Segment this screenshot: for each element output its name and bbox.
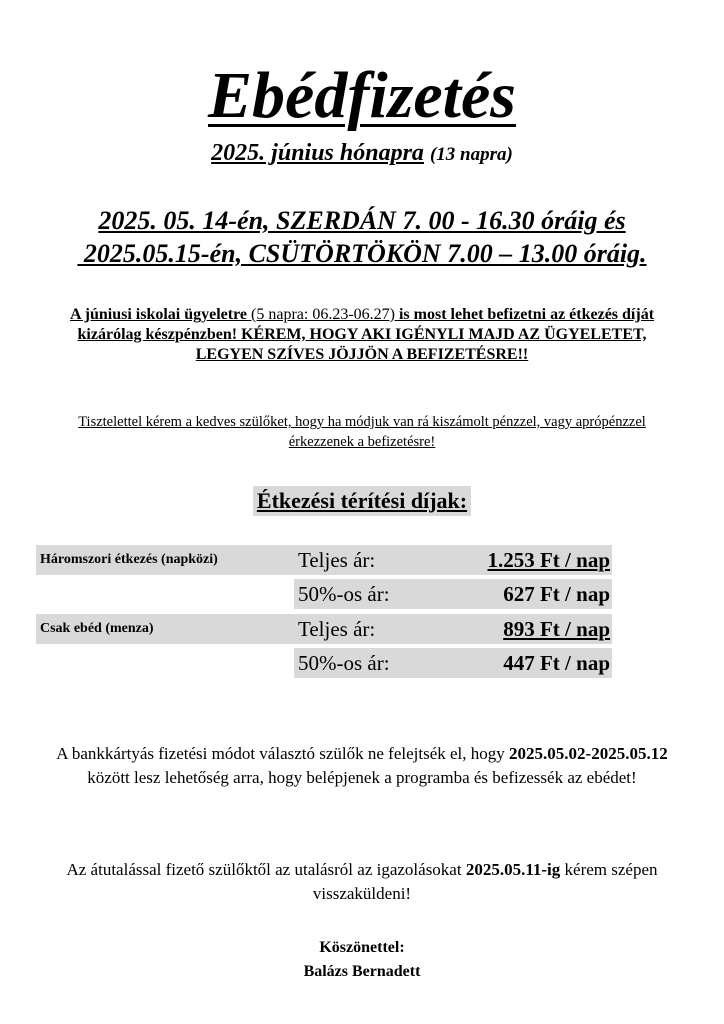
- fee-type: Teljes ár:: [298, 548, 376, 572]
- fee-price: 1.253 Ft / nap: [487, 548, 610, 572]
- notice-period: (5 napra: 06.23-06.27): [247, 306, 399, 323]
- card-text-2: között lesz lehetőség arra, hogy belépjenek a programba és befizessék az ebédet!: [87, 768, 637, 787]
- notice-lead: A júniusi iskolai ügyeletre: [69, 306, 248, 323]
- fee-row: [36, 579, 612, 609]
- fees-heading: [0, 486, 724, 516]
- signature-thanks: Köszönettel:: [319, 939, 405, 956]
- payment-date-line-1: 2025. 05. 14-én, SZERDÁN 7. 00 - 16.30 óráig és: [98, 206, 626, 235]
- payment-dates: [0, 204, 724, 270]
- card-date-to: 2025.05.12: [591, 744, 668, 763]
- fee-category: Háromszori étkezés (napközi): [40, 552, 218, 567]
- summer-duty-notice: [50, 305, 674, 365]
- transfer-payment-paragraph: [40, 858, 684, 906]
- fee-row: [36, 648, 612, 678]
- card-payment-paragraph: [40, 742, 684, 790]
- fee-type: Teljes ár:: [298, 617, 376, 641]
- fee-price: 447 Ft / nap: [503, 651, 610, 675]
- transfer-text-1: Az átutalással fizető szülőktől az utalásról az igazolásokat: [66, 860, 466, 879]
- fee-type: 50%-os ár:: [298, 651, 390, 675]
- fees-heading-text: Étkezési térítési díjak:: [253, 486, 471, 516]
- transfer-text-2: kérem szépen visszaküldeni!: [312, 860, 658, 903]
- page-subtitle: [0, 139, 724, 169]
- fee-row: [36, 614, 612, 644]
- signature-block: [0, 936, 724, 984]
- card-date-from: 2025.05.02-: [509, 744, 592, 763]
- fee-category: Csak ebéd (menza): [40, 621, 154, 636]
- page-title: [0, 56, 724, 136]
- card-text-1: A bankkártyás fizetési módot választó szülők ne felejtsék el, hogy: [56, 744, 510, 763]
- fee-price: 627 Ft / nap: [503, 582, 610, 606]
- subtitle-month: 2025. június hónapra: [211, 140, 424, 166]
- exact-change-request: Tisztelettel kérem a kedves szülőket, hogy ha módjuk van rá kiszámolt pénzzel, vagy aprópénzzel érkezzenek a befizetésre!: [78, 414, 646, 450]
- notice-body: is most lehet befizetni az étkezés díját kizárólag készpénzben! KÉREM, HOGY AKI IGÉNYLI MAJD AZ ÜGYELETET, LEGYEN SZÍVES JÖJJÖN A BEFIZETÉSRE!!: [77, 306, 655, 363]
- payment-date-line-2: 2025.05.15-én, CSÜTÖRTÖKÖN 7.00 – 13.00 óráig.: [77, 239, 647, 268]
- title-text: Ebédfizetés: [208, 59, 516, 132]
- signature-name: Balázs Bernadett: [303, 963, 421, 980]
- fee-price: 893 Ft / nap: [503, 617, 610, 641]
- subtitle-days: (13 napra): [429, 144, 513, 165]
- fee-type: 50%-os ár:: [298, 582, 390, 606]
- fee-row: [36, 545, 612, 575]
- transfer-deadline: 2025.05.11-ig: [465, 860, 561, 879]
